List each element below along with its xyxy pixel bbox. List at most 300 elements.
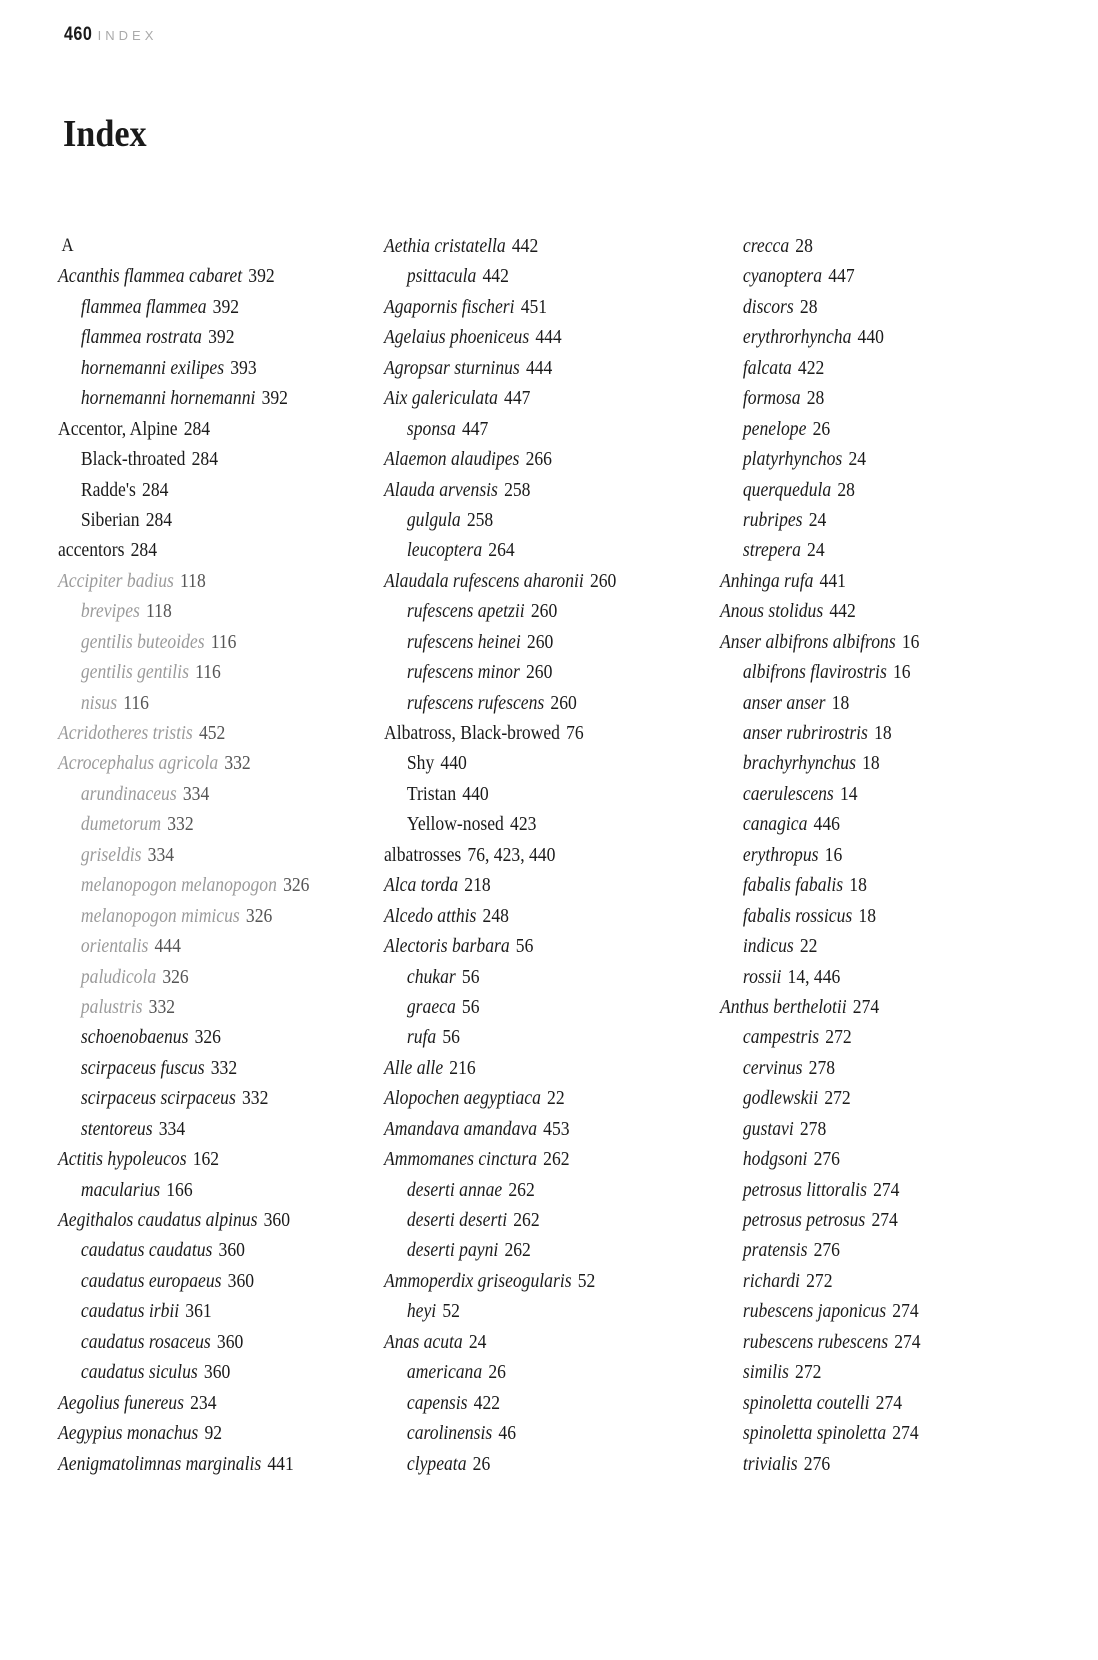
entry-term: Shy (406, 752, 435, 775)
index-subentry (720, 779, 1010, 809)
entry-term: americana (406, 1361, 483, 1384)
entry-page-number: 447 (828, 265, 855, 288)
entry-term: brevipes (80, 600, 140, 623)
entry-term: paludicola (80, 965, 157, 988)
entry-page-number: 24 (808, 508, 827, 531)
index-entry (384, 1266, 674, 1296)
entry-term: hornemanni exilipes (80, 356, 225, 379)
entry-term: rubescens japonicus (742, 1300, 887, 1323)
entry-page-number: 422 (473, 1391, 501, 1414)
entry-page-number: 360 (263, 1209, 291, 1231)
entry-page-number: 392 (248, 265, 275, 288)
entry-term: Accipiter badius (58, 569, 174, 592)
index-subentry (58, 1327, 348, 1357)
entry-term: cervinus (742, 1056, 803, 1079)
index-subentry (58, 901, 348, 931)
entry-page-number: 332 (224, 752, 251, 775)
index-subentry (720, 931, 1010, 961)
entry-term: Albatross, Black-browed (384, 722, 560, 744)
entry-page-number: 260 (530, 600, 558, 623)
index-subentry (58, 596, 348, 626)
entry-page-number: 22 (799, 935, 818, 958)
entry-page-number: 118 (180, 569, 206, 592)
entry-term: Alaemon alaudipes (384, 448, 520, 471)
index-subentry (720, 505, 1010, 535)
entry-term: Aegolius funereus (58, 1391, 184, 1414)
entry-page-number: 24 (468, 1330, 487, 1353)
entry-term: Tristan (406, 782, 457, 805)
index-entry (384, 566, 674, 596)
entry-term: albatrosses (384, 843, 462, 866)
entry-page-number: 442 (829, 600, 856, 623)
index-entry (58, 261, 348, 291)
index-subentry (58, 1357, 348, 1387)
index-subentry (58, 870, 348, 900)
entry-page-number: 118 (146, 600, 172, 623)
entry-page-number: 278 (808, 1056, 836, 1079)
index-subentry (720, 353, 1010, 383)
entry-term: Ammoperdix griseogularis (384, 1269, 572, 1292)
entry-term: leucoptera (406, 539, 483, 562)
entry-page-number: 26 (472, 1452, 491, 1475)
index-subentry (720, 1296, 1010, 1326)
entry-term: melanopogon mimicus (80, 904, 240, 927)
entry-page-number: 274 (873, 1178, 900, 1201)
entry-page-number: 52 (577, 1269, 596, 1292)
entry-term: orientalis (80, 935, 149, 958)
index-subentry (720, 1449, 1010, 1479)
index-entry (58, 1144, 348, 1174)
entry-term: Aethia cristatella (384, 235, 506, 257)
entry-term: Black-throated (80, 448, 186, 471)
entry-term: penelope (742, 417, 807, 440)
entry-page-number: 360 (218, 1239, 245, 1262)
entry-page-number: 218 (464, 874, 491, 897)
index-subentry (58, 1083, 348, 1113)
index-subentry (58, 505, 348, 535)
index-entry (384, 931, 674, 961)
entry-page-number: 274 (871, 1209, 898, 1231)
entry-term: Amandava amandava (384, 1117, 537, 1140)
index-subentry (58, 1022, 348, 1052)
entry-term: trivialis (742, 1452, 798, 1475)
index-subentry (384, 779, 674, 809)
index-subentry (720, 962, 1010, 992)
entry-term: richardi (742, 1269, 800, 1292)
entry-term: nisus (80, 691, 118, 714)
entry-page-number: 276 (803, 1452, 831, 1475)
entry-page-number: 442 (511, 235, 539, 257)
entry-term: Aix galericulata (384, 387, 498, 410)
index-subentry (720, 231, 1010, 261)
index-subentry (720, 1022, 1010, 1052)
entry-page-number: 423 (510, 813, 537, 836)
entry-page-number: 444 (154, 935, 181, 958)
entry-term: rufescens rufescens (406, 691, 545, 714)
entry-page-number: 52 (442, 1300, 460, 1323)
entry-page-number: 22 (547, 1087, 565, 1110)
entry-term: erythropus (742, 843, 819, 866)
entry-page-number: 284 (191, 448, 219, 471)
entry-term: petrosus petrosus (742, 1209, 866, 1231)
index-subentry (58, 1266, 348, 1296)
entry-page-number: 14 (839, 782, 858, 805)
entry-term: formosa (742, 387, 801, 410)
entry-term: sponsa (406, 417, 456, 440)
entry-page-number: 18 (849, 874, 867, 897)
index-subentry (58, 992, 348, 1022)
index-subentry (58, 840, 348, 870)
index-subentry (720, 1144, 1010, 1174)
entry-page-number: 262 (508, 1178, 535, 1201)
index-subentry (720, 1418, 1010, 1448)
entry-term: querquedula (742, 478, 832, 501)
index-column-3 (720, 231, 1050, 1479)
entry-term: spinoletta coutelli (742, 1391, 870, 1414)
entry-term: anser rubrirostris (742, 722, 868, 744)
index-subentry (58, 444, 348, 474)
entry-page-number: 258 (504, 478, 531, 501)
entry-page-number: 360 (227, 1269, 255, 1292)
index-entry (720, 596, 1010, 626)
entry-page-number: 360 (203, 1361, 231, 1384)
index-subentry (720, 718, 1010, 748)
entry-page-number: 284 (130, 539, 158, 562)
index-entry (384, 840, 674, 870)
entry-page-number: 392 (212, 295, 240, 318)
entry-term: hornemanni hornemanni (80, 387, 256, 410)
entry-page-number: 76 (566, 722, 584, 744)
entry-term: Ammomanes cinctura (384, 1148, 537, 1171)
index-subentry (720, 1114, 1010, 1144)
entry-page-number: 274 (875, 1391, 903, 1414)
entry-term: platyrhynchos (742, 448, 843, 471)
entry-term: similis (742, 1361, 789, 1384)
entry-page-number: 284 (142, 478, 169, 501)
index-column-2 (384, 231, 714, 1479)
entry-term: gentilis buteoides (80, 630, 205, 653)
entry-term: albifrons flavirostris (742, 661, 887, 684)
index-subentry (720, 322, 1010, 352)
entry-page-number: 361 (185, 1300, 212, 1323)
entry-term: Alcedo atthis (384, 904, 477, 927)
entry-term: Acanthis flammea cabaret (58, 265, 243, 288)
entry-page-number: 16 (901, 630, 920, 653)
entry-page-number: 334 (147, 843, 175, 866)
index-subentry (58, 779, 348, 809)
entry-term: Acrocephalus agricola (58, 752, 219, 775)
entry-page-number: 451 (520, 295, 548, 318)
index-entry (720, 627, 1010, 657)
entry-page-number: 262 (504, 1239, 531, 1262)
entry-page-number: 274 (894, 1330, 921, 1353)
entry-page-number: 272 (806, 1269, 833, 1292)
index-subentry (384, 414, 674, 444)
entry-term: caudatus caudatus (80, 1239, 213, 1262)
entry-term: canagica (742, 813, 808, 836)
entry-page-number: 422 (797, 356, 825, 379)
index-entry (384, 475, 674, 505)
entry-term: Agapornis fischeri (384, 295, 515, 318)
entry-page-number: 46 (498, 1422, 517, 1445)
entry-term: Acridotheres tristis (58, 722, 193, 744)
entry-page-number: 441 (819, 569, 846, 592)
entry-term: Agropsar sturninus (384, 356, 520, 379)
entry-term: Alectoris barbara (384, 935, 510, 958)
index-subentry (384, 809, 674, 839)
entry-term: strepera (742, 539, 801, 562)
index-subentry (58, 1053, 348, 1083)
index-subentry (384, 657, 674, 687)
entry-page-number: 447 (504, 387, 531, 410)
index-subentry (720, 901, 1010, 931)
entry-term: Accentor, Alpine (58, 417, 178, 440)
entry-page-number: 440 (462, 782, 489, 805)
entry-term: godlewskii (742, 1087, 819, 1110)
entry-page-number: 272 (795, 1361, 822, 1384)
entry-term: schoenobaenus (80, 1026, 189, 1049)
entry-page-number: 116 (195, 661, 221, 684)
index-subentry (58, 353, 348, 383)
entry-page-number: 272 (824, 1087, 851, 1110)
index-subentry (384, 261, 674, 291)
index-subentry (384, 688, 674, 718)
entry-page-number: 116 (123, 691, 149, 714)
entry-term: caudatus irbii (80, 1300, 180, 1323)
entry-term: Aegithalos caudatus alpinus (58, 1209, 258, 1231)
index-entry (384, 1053, 674, 1083)
entry-page-number: 16 (824, 843, 843, 866)
index-entry (384, 292, 674, 322)
entry-term: discors (742, 295, 794, 318)
page-title: Index (63, 113, 147, 155)
entry-page-number: 166 (166, 1178, 193, 1201)
entry-term: caudatus siculus (80, 1361, 198, 1384)
entry-page-number: 392 (261, 387, 288, 410)
index-subentry (720, 444, 1010, 474)
entry-term: Anous stolidus (720, 600, 824, 623)
index-subentry (384, 748, 674, 778)
entry-page-number: 326 (162, 965, 189, 988)
entry-page-number: 262 (543, 1148, 570, 1171)
index-entry (58, 1449, 348, 1479)
entry-term: gulgula (406, 508, 461, 531)
index-subentry (58, 688, 348, 718)
index-subentry (384, 505, 674, 535)
index-entry (58, 1418, 348, 1448)
index-subentry (720, 535, 1010, 565)
entry-term: falcata (742, 356, 792, 379)
entry-term: Alle alle (384, 1056, 444, 1079)
entry-term: carolinensis (406, 1422, 493, 1445)
entry-page-number: 162 (192, 1148, 220, 1171)
entry-term: melanopogon melanopogon (80, 874, 277, 897)
entry-term: rubripes (742, 508, 803, 531)
index-entry (58, 1388, 348, 1418)
index-subentry (58, 657, 348, 687)
entry-term: graeca (406, 995, 456, 1018)
entry-term: rubescens rubescens (742, 1330, 889, 1353)
entry-term: cyanoptera (742, 265, 823, 288)
entry-term: dumetorum (80, 813, 162, 836)
entry-page-number: 274 (892, 1300, 919, 1323)
entry-page-number: 234 (190, 1391, 217, 1414)
entry-page-number: 26 (488, 1361, 506, 1384)
index-subentry (720, 1235, 1010, 1265)
index-entry (384, 383, 674, 413)
entry-page-number: 26 (812, 417, 831, 440)
entry-term: deserti deserti (406, 1209, 508, 1231)
index-subentry (384, 1175, 674, 1205)
entry-term: rossii (742, 965, 782, 988)
entry-page-number: 92 (204, 1422, 223, 1445)
entry-page-number: 28 (806, 387, 825, 410)
entry-page-number: 440 (857, 326, 884, 349)
entry-page-number: 326 (245, 904, 273, 927)
index-subentry (58, 1114, 348, 1144)
entry-term: Aegypius monachus (58, 1422, 199, 1445)
entry-page-number: 28 (837, 478, 855, 501)
index-column-1 (58, 231, 388, 1479)
entry-term: rufescens apetzii (406, 600, 525, 623)
entry-page-number: 334 (158, 1117, 186, 1140)
entry-term: fabalis fabalis (742, 874, 844, 897)
entry-term: griseldis (80, 843, 142, 866)
entry-term: Anthus berthelotii (720, 995, 847, 1018)
entry-term: Alauda arvensis (384, 478, 498, 501)
entry-page-number: 28 (795, 235, 813, 257)
index-subentry (720, 1327, 1010, 1357)
index-subentry (384, 1418, 674, 1448)
index-subentry (720, 414, 1010, 444)
entry-term: deserti payni (406, 1239, 499, 1262)
entry-term: palustris (80, 995, 143, 1018)
entry-term: spinoletta spinoletta (742, 1422, 887, 1445)
entry-term: hodgsoni (742, 1148, 808, 1171)
index-subentry (720, 475, 1010, 505)
entry-page-number: 14, 446 (787, 965, 841, 988)
index-entry (384, 1114, 674, 1144)
entry-term: Alaudala rufescens aharonii (384, 569, 584, 592)
entry-term: gustavi (742, 1117, 794, 1140)
entry-page-number: 260 (550, 691, 577, 714)
entry-page-number: 272 (825, 1026, 852, 1049)
index-subentry (58, 809, 348, 839)
entry-page-number: 274 (892, 1422, 919, 1445)
entry-page-number: 24 (848, 448, 867, 471)
index-entry (384, 322, 674, 352)
index-subentry (720, 657, 1010, 687)
entry-page-number: 440 (440, 752, 467, 775)
index-subentry (58, 1235, 348, 1265)
index-subentry (720, 1357, 1010, 1387)
entry-page-number: 453 (543, 1117, 570, 1140)
entry-page-number: 452 (198, 722, 226, 744)
index-subentry (720, 383, 1010, 413)
entry-term: rufescens heinei (406, 630, 521, 653)
entry-page-number: 18 (858, 904, 877, 927)
entry-term: campestris (742, 1026, 820, 1049)
entry-page-number: 284 (183, 417, 211, 440)
index-entry (58, 1205, 348, 1235)
entry-page-number: 441 (267, 1452, 294, 1475)
index-entry (384, 353, 674, 383)
index-subentry (720, 292, 1010, 322)
entry-term: crecca (742, 235, 790, 257)
entry-page-number: 332 (148, 995, 176, 1018)
entry-term: Alca torda (384, 874, 459, 897)
index-subentry (384, 1296, 674, 1326)
entry-page-number: 446 (813, 813, 840, 836)
entry-page-number: 262 (513, 1209, 540, 1231)
entry-term: rufa (406, 1026, 437, 1049)
entry-page-number: 18 (874, 722, 892, 744)
entry-page-number: 28 (799, 295, 818, 318)
entry-term: caudatus rosaceus (80, 1330, 211, 1353)
entry-page-number: 278 (799, 1117, 827, 1140)
index-subentry (58, 1175, 348, 1205)
entry-page-number: 274 (852, 995, 880, 1018)
index-subentry (720, 688, 1010, 718)
entry-page-number: 326 (283, 874, 310, 897)
entry-page-number: 332 (241, 1087, 269, 1110)
index-subentry (720, 1205, 1010, 1235)
entry-page-number: 248 (482, 904, 509, 927)
index-subentry (384, 1235, 674, 1265)
index-subentry (384, 535, 674, 565)
entry-page-number: 332 (167, 813, 194, 836)
index-subentry (384, 596, 674, 626)
index-entry (58, 748, 348, 778)
entry-term: Alopochen aegyptiaca (384, 1087, 541, 1110)
entry-page-number: 392 (208, 326, 235, 349)
entry-term: flammea rostrata (80, 326, 202, 349)
entry-page-number: 260 (526, 630, 554, 653)
index-subentry (384, 962, 674, 992)
index-subentry (720, 1388, 1010, 1418)
entry-term: brachyrhynchus (742, 752, 856, 775)
index-entry (58, 414, 348, 444)
index-subentry (384, 1357, 674, 1387)
index-subentry (58, 1296, 348, 1326)
index-subentry (58, 931, 348, 961)
entry-page-number: 442 (482, 265, 509, 288)
entry-page-number: 326 (194, 1026, 221, 1049)
index-subentry (384, 1205, 674, 1235)
entry-term: Radde's (80, 478, 136, 501)
entry-term: Anas acuta (384, 1330, 463, 1353)
entry-term: Yellow-nosed (406, 813, 504, 836)
entry-term: erythrorhyncha (742, 326, 852, 349)
index-subentry (720, 261, 1010, 291)
index-subentry (58, 292, 348, 322)
entry-term: Agelaius phoeniceus (384, 326, 530, 349)
index-subentry (384, 627, 674, 657)
index-subentry (720, 870, 1010, 900)
entry-page-number: 260 (525, 661, 553, 684)
running-head-label: INDEX (97, 28, 158, 43)
index-subentry (720, 840, 1010, 870)
running-head (64, 24, 157, 46)
entry-page-number: 116 (210, 630, 237, 653)
entry-page-number: 447 (461, 417, 489, 440)
entry-term: indicus (742, 935, 794, 958)
index-entry (58, 535, 348, 565)
index-subentry (58, 962, 348, 992)
entry-page-number: 56 (461, 965, 480, 988)
index-subentry (384, 1449, 674, 1479)
entry-term: deserti annae (406, 1178, 503, 1201)
